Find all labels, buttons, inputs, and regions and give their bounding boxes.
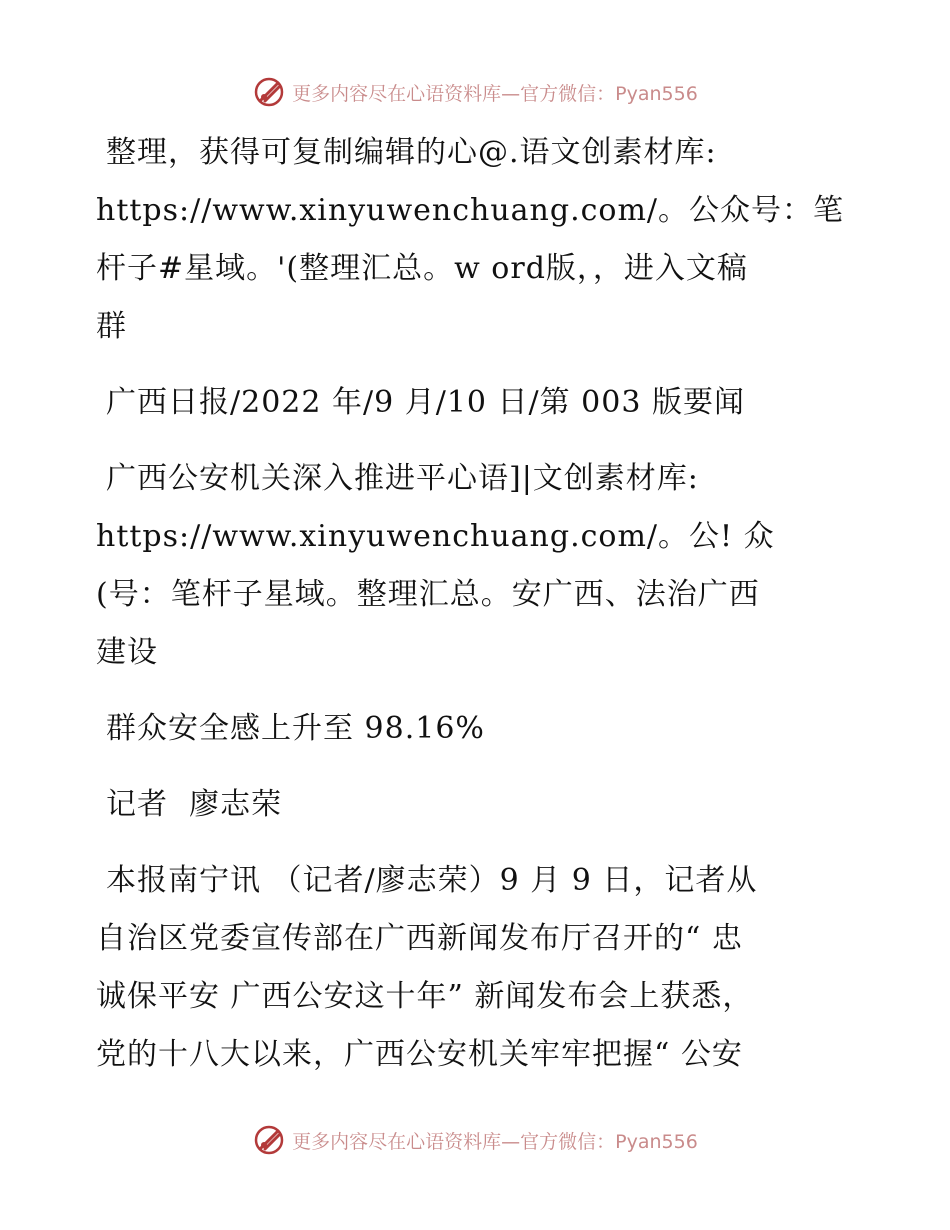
text-line: 本报南宁讯 （记者/廖志荣）9 月 9 日，记者从 [106, 863, 758, 898]
byline: 记者 廖志荣 [106, 787, 283, 822]
paragraph-4 [96, 700, 856, 758]
watermark-text: 更多内容尽在心语资料库—官方微信：Pyan556 [292, 1130, 698, 1153]
paragraph-6 [96, 852, 856, 1084]
quill-seal-icon [252, 1123, 286, 1157]
text-line: 群 [96, 309, 127, 344]
source-line: 广西日报/2022 年/9 月/10 日/第 003 版要闻 [106, 385, 745, 420]
headline-line: 广西公安机关深入推进平心语]|文创素材库: [106, 461, 699, 496]
paragraph-5 [96, 776, 856, 834]
paragraph-2 [96, 374, 856, 432]
watermark-text: 更多内容尽在心语资料库—官方微信：Pyan556 [292, 82, 698, 105]
text-line: 杆子#星域。'(整理汇总。w ord版，，进入文稿 [96, 251, 748, 286]
text-line: 建设 [96, 635, 158, 670]
text-line: 诚保平安 广西公安这十年” 新闻发布会上获悉， [96, 979, 754, 1014]
paragraph-1 [96, 124, 856, 356]
paragraph-3 [96, 450, 856, 682]
link-text-line: https://www.xinyuwenchuang.com/。公众号：笔 [96, 193, 845, 228]
header-watermark [0, 72, 950, 112]
subheadline-line: 群众安全感上升至 98.16% [106, 711, 485, 746]
document-body [96, 124, 856, 1084]
quill-seal-icon [252, 75, 286, 109]
text-line: 党的十八大以来，广西公安机关牢牢把握“ 公安 [96, 1037, 743, 1072]
footer-watermark [0, 1120, 950, 1160]
link-text-line: https://www.xinyuwenchuang.com/。公! 众 [96, 519, 775, 554]
text-line: 自治区党委宣传部在广西新闻发布厅召开的“ 忠 [96, 921, 743, 956]
text-line: 整理，获得可复制编辑的心@.语文创素材库: [106, 135, 717, 170]
text-line: (号：笔杆子星域。整理汇总。安广西、法治广西 [96, 577, 760, 612]
